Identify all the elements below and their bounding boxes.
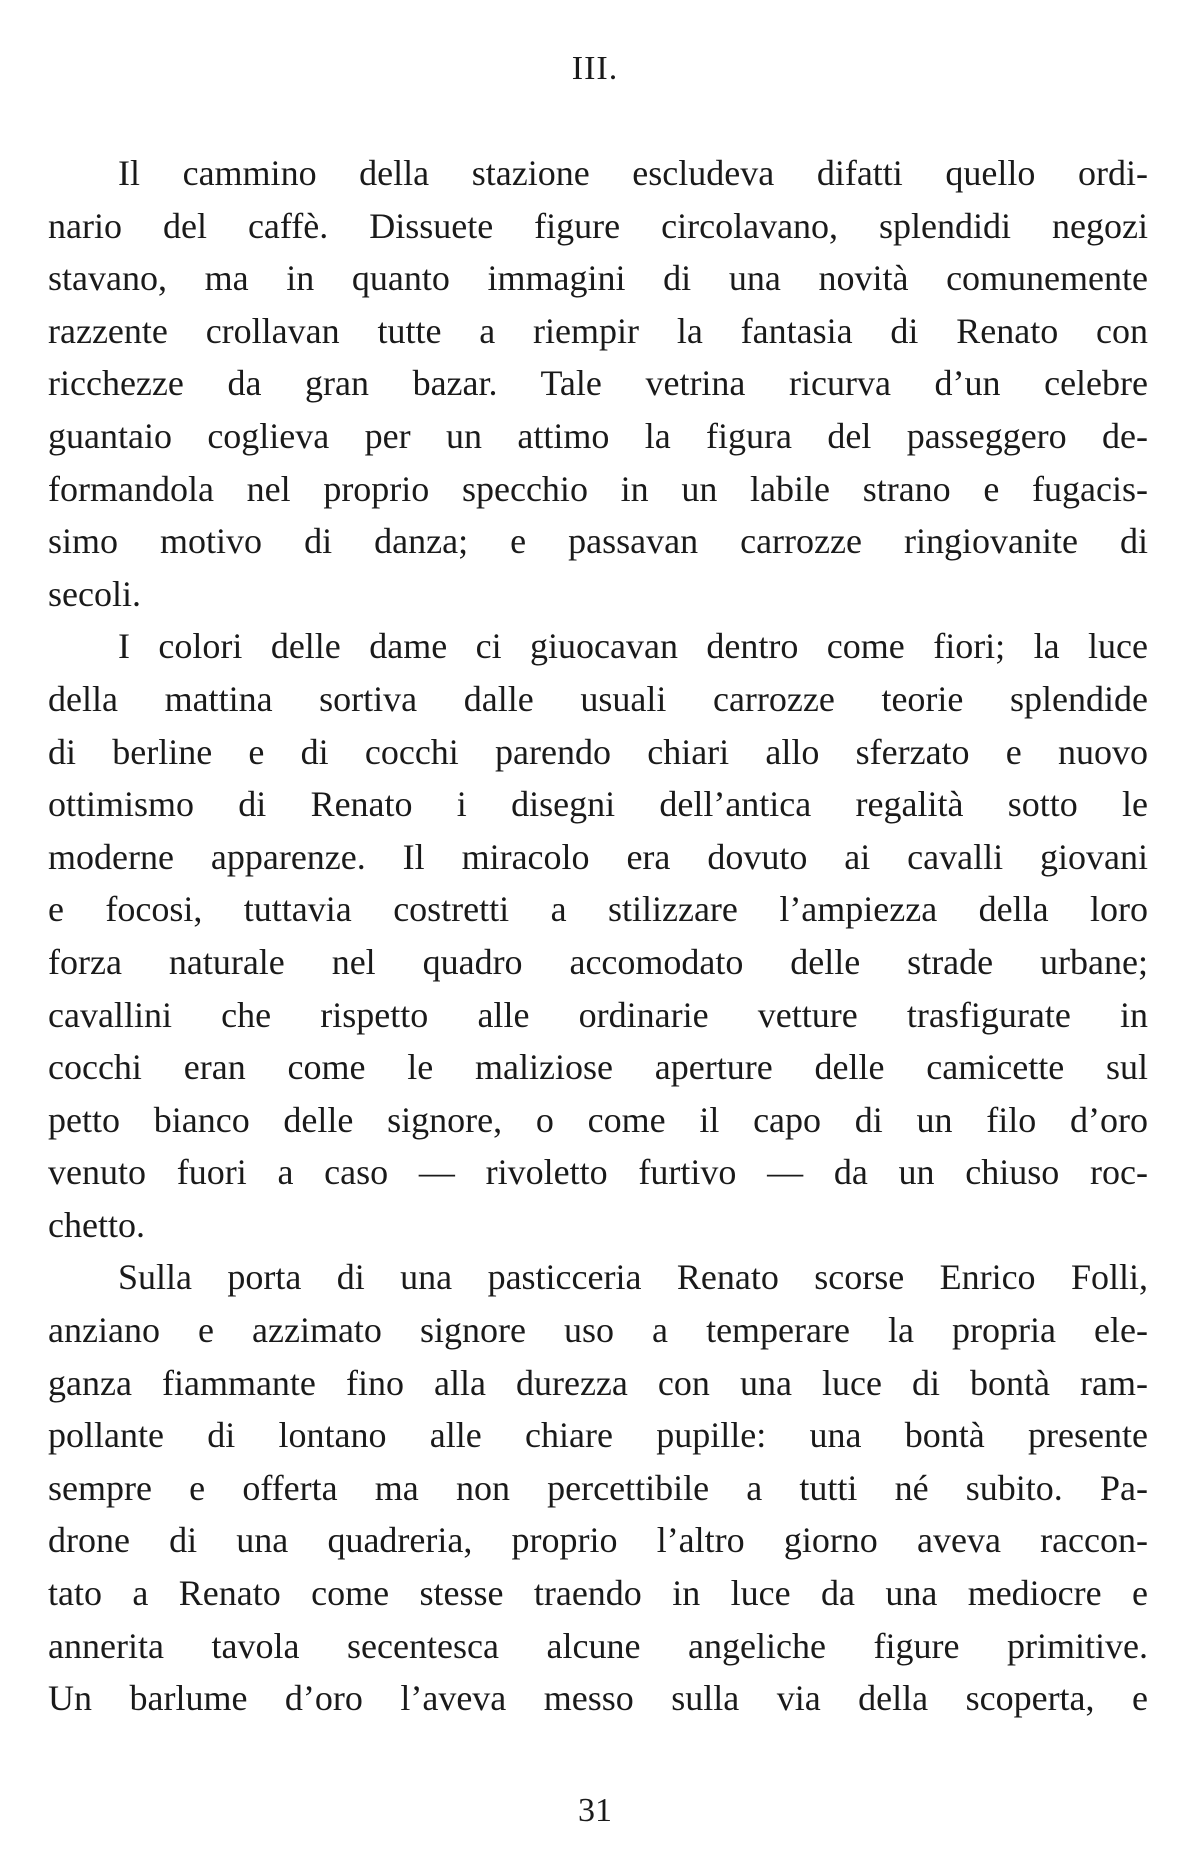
text-line: petto bianco delle signore, o come il capo di un filo d’oro [48, 1099, 1148, 1140]
text-line: Sulla porta di una pasticceria Renato scorse Enrico Folli, [118, 1257, 1148, 1298]
text-line: stavano, ma in quanto immagini di una novità comunemente [48, 258, 1148, 299]
page-number: 31 [578, 1792, 612, 1829]
text-line: ricchezze da gran bazar. Tale vetrina ricurva d’un celebre [48, 363, 1148, 404]
text-line: ottimismo di Renato i disegni dell’antica regalità sotto le [48, 784, 1148, 825]
text-line: tato a Renato come stesse traendo in luce da una mediocre e [48, 1573, 1148, 1614]
body-text [48, 147, 1148, 1725]
text-line: guantaio coglieva per un attimo la figura del passeggero de- [48, 415, 1148, 456]
chapter-heading: III. [571, 50, 619, 87]
text-line: della mattina sortiva dalle usuali carrozze teorie splendide [48, 678, 1148, 719]
text-line: forza naturale nel quadro accomodato delle strade urbane; [48, 941, 1148, 982]
text-line: moderne apparenze. Il miracolo era dovuto ai cavalli giovani [48, 836, 1148, 877]
text-line: formandola nel proprio specchio in un labile strano e fugacis- [48, 468, 1148, 509]
text-line: I colori delle dame ci giuocavan dentro come fiori; la luce [118, 626, 1148, 667]
text-line: razzente crollavan tutte a riempir la fantasia di Renato con [48, 310, 1148, 351]
text-line: Il cammino della stazione escludeva difatti quello ordi- [118, 153, 1148, 193]
text-line: e focosi, tuttavia costretti a stilizzare l’ampiezza della loro [48, 889, 1148, 930]
text-line: nario del caffè. Dissuete figure circolavano, splendidi negozi [48, 205, 1148, 246]
text-line: sempre e offerta ma non percettibile a tutti né subito. Pa- [48, 1467, 1148, 1508]
text-line: chetto. [48, 1204, 145, 1245]
text-line: cocchi eran come le maliziose aperture delle camicette sul [48, 1047, 1148, 1088]
text-line: ganza fiammante fino alla durezza con una luce di bontà ram- [48, 1362, 1148, 1403]
text-line: drone di una quadreria, proprio l’altro giorno aveva raccon- [48, 1520, 1148, 1561]
text-line: annerita tavola secentesca alcune angeliche figure primitive. [48, 1625, 1148, 1666]
text-line: pollante di lontano alle chiare pupille: una bontà presente [48, 1415, 1148, 1456]
text-line: simo motivo di danza; e passavan carrozze ringiovanite di [48, 521, 1148, 562]
text-line: Un barlume d’oro l’aveva messo sulla via della scoperta, e [48, 1678, 1148, 1719]
text-line: cavallini che rispetto alle ordinarie vetture trasfigurate in [48, 994, 1148, 1035]
text-line: venuto fuori a caso — rivoletto furtivo — da un chiuso roc- [48, 1152, 1148, 1193]
text-line: anziano e azzimato signore uso a temperare la propria ele- [48, 1310, 1148, 1351]
text-line: secoli. [48, 573, 141, 614]
text-line: di berline e di cocchi parendo chiari allo sferzato e nuovo [48, 731, 1148, 772]
